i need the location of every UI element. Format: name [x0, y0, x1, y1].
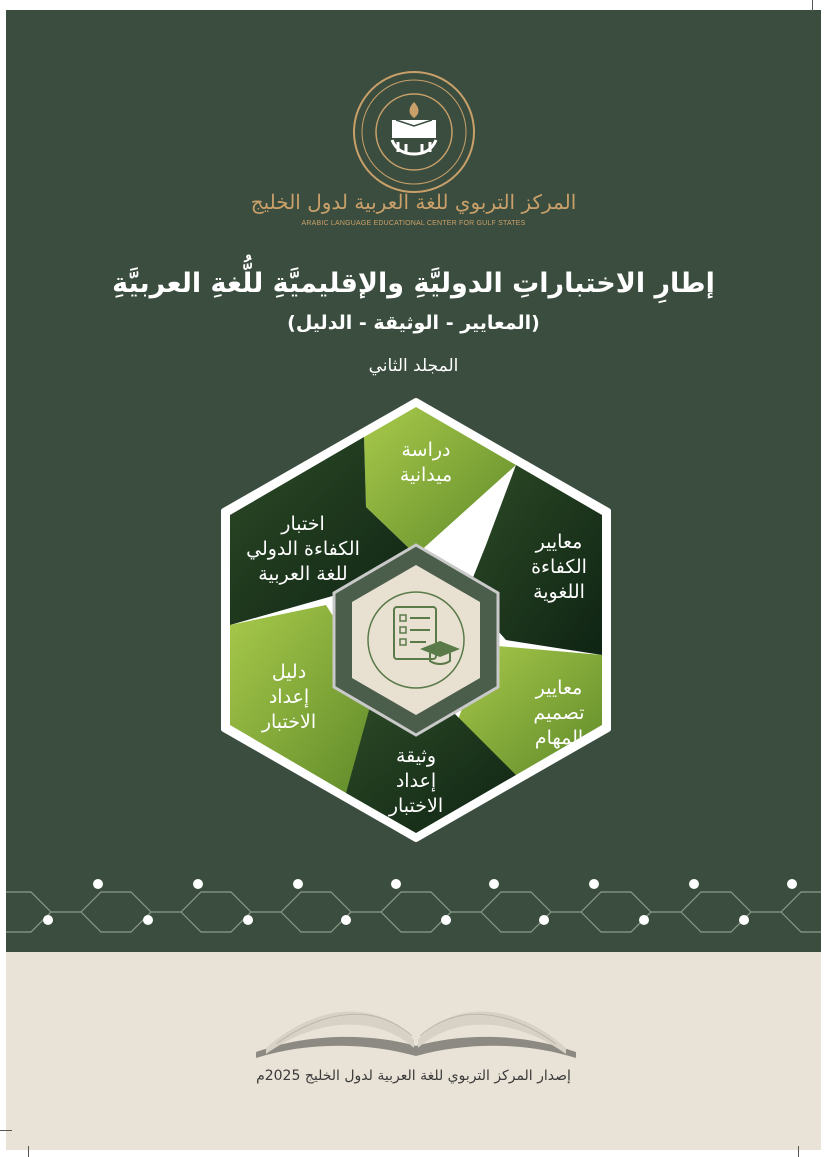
segment-label-proficiency-standards: معايير الكفاءة اللغوية [531, 531, 587, 603]
segment-label-task-design: معايير تصميم المهام [533, 677, 585, 749]
segment-label-test-guide: دليل إعداد الاختبار [261, 661, 317, 733]
publisher-note: إصدار المركز التربوي للغة العربية لدول الخليج 2025م [256, 1068, 571, 1084]
logo-english-name: ARABIC LANGUAGE EDUCATIONAL CENTER FOR GULF STATES [301, 220, 526, 227]
center-seal-logo-icon [352, 70, 476, 194]
segment-label-international-test: اختبار الكفاءة الدولي للغة العربية [246, 513, 360, 585]
segment-label-field-study: دراسة ميدانية [399, 439, 453, 486]
book-title: إطارِ الاختباراتِ الدوليَّةِ والإقليميَّةِ للُّغةِ العربيَّةِ [112, 268, 715, 299]
book-cover [6, 10, 821, 1150]
volume-label: المجلد الثاني [368, 356, 459, 376]
logo-arabic-name: المركز التربوي للغة العربية لدول الخليج [250, 190, 577, 214]
book-subtitle: (المعايير - الوثيقة - الدليل) [287, 312, 540, 334]
crop-mark [28, 1146, 29, 1157]
open-book-icon [246, 974, 586, 1064]
crop-mark [798, 1146, 799, 1157]
crop-mark [812, 0, 813, 12]
bottom-band [6, 952, 821, 1150]
segment-label-test-document: وثيقة إعداد الاختبار [388, 745, 444, 817]
geometric-pattern-strip [6, 872, 821, 952]
crop-mark [0, 1130, 12, 1131]
